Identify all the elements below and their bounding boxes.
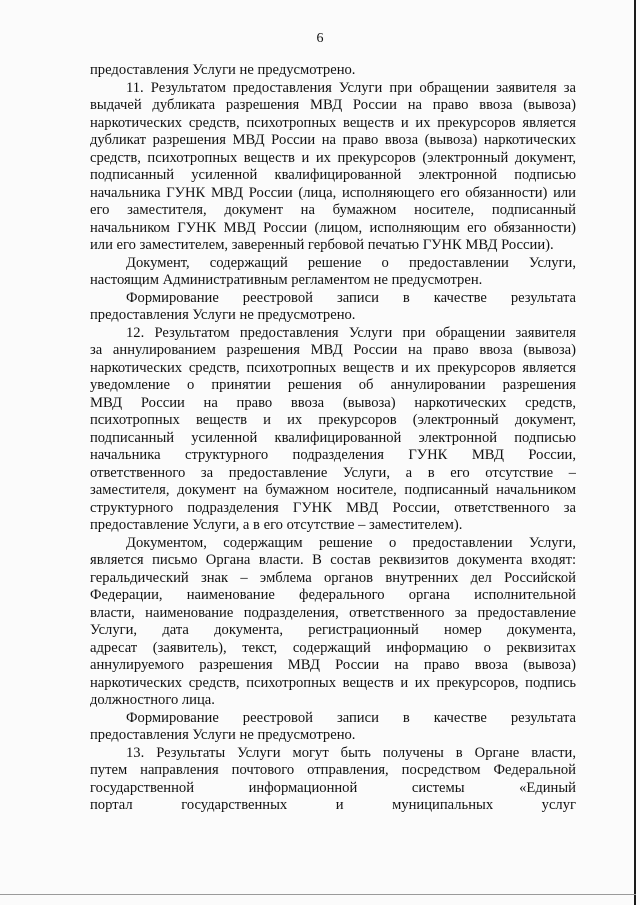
text-line: наркотических средств, психотропных веществ и их прекурсоров, подпись [90,674,576,691]
text-line: подписанный усиленной квалифицированной электронной подписью [90,167,576,183]
text-line: 12. Результатом предоставления Услуги при обращении заявителя [126,324,576,341]
text-line: ответственного за предоставление Услуги, а в его отсутствие – [90,464,576,481]
text-line: его заместителя, документ на бумажном носителе, подписанный [90,202,576,218]
text-line: аннулируемого разрешения МВД России на право ввоза (вывоза) [90,657,576,673]
page-edge-bottom [0,894,636,895]
text-line: наркотических средств, психотропных веществ и их прекурсоров является [90,114,576,131]
text-line: психотропных веществ и их прекурсоров (электронный документ, [90,412,576,428]
text-line: путем направления почтового отправления, посредством Федеральной [90,762,576,778]
text-line: дубликат разрешения МВД России на право ввоза (вывоза) наркотических [90,132,576,148]
text-line: предоставления Услуги не предусмотрено. [90,307,356,323]
text-line: Документ, содержащий решение о предоставлении Услуги, [126,254,576,271]
text-line: 11. Результатом предоставления Услуги при обращении заявителя за [126,79,576,96]
text-line: 13. Результаты Услуги могут быть получены в Органе власти, [126,744,576,761]
text-line: Формирование реестровой записи в качестве результата [126,289,576,306]
text-line: Услуги, дата документа, регистрационный номер документа, [90,622,576,638]
body-text [90,62,576,815]
text-line: должностного лица. [90,692,215,708]
text-line: настоящим Административным регламентом не предусмотрен. [90,272,483,288]
text-line: является письмо Органа власти. В состав реквизитов документа входят: [90,552,576,568]
text-line: предоставление Услуги, а в его отсутствие – заместителем). [90,517,463,533]
text-line: МВД России на право ввоза (вывоза) наркотических средств, [90,394,576,411]
page-number: 6 [316,31,324,46]
page-edge-right [634,0,636,905]
text-line: выдачей дубликата разрешения МВД России на право ввоза (вывоза) [90,97,576,113]
text-line: предоставления Услуги не предусмотрено. [90,62,356,78]
text-line: власти, наименование подразделения, ответственного за предоставление [90,604,576,621]
text-line: подписанный усиленной квалифицированной электронной подписью [90,429,576,446]
text-line: заместителя, документ на бумажном носителе, подписанный начальником [90,482,576,498]
text-line: адресат (заявитель), текст, содержащий информацию о реквизитах [90,639,576,656]
text-line: предоставления Услуги не предусмотрено. [90,727,356,743]
text-line: или его заместителем, заверенный гербовой печатью ГУНК МВД России). [90,237,554,253]
text-line: государственной информационной системы «Единый [90,779,576,796]
text-line: начальника структурного подразделения ГУНК МВД России, [90,447,576,463]
text-line: структурного подразделения ГУНК МВД России, ответственного за [90,499,576,516]
text-line: геральдический знак – эмблема органов внутренних дел Российской [90,569,576,586]
text-line: портал государственных и муниципальных услуг [90,797,576,813]
text-line: Формирование реестровой записи в качестве результата [126,709,576,726]
text-line: начальником ГУНК МВД России (лицом, исполняющим его обязанности) [90,219,576,236]
text-line: начальника ГУНК МВД России (лица, исполняющего его обязанности) или [90,184,576,201]
text-line: уведомление о принятии решения об аннулировании разрешения [90,377,576,393]
text-line: за аннулированием разрешения МВД России на право ввоза (вывоза) [90,342,576,358]
text-line: Документом, содержащим решение о предоставлении Услуги, [126,534,576,551]
text-line: средств, психотропных веществ и их прекурсоров (электронный документ, [90,149,576,166]
text-line: наркотических средств, психотропных веществ и их прекурсоров является [90,359,576,376]
text-line: Федерации, наименование федерального органа исполнительной [90,587,576,603]
